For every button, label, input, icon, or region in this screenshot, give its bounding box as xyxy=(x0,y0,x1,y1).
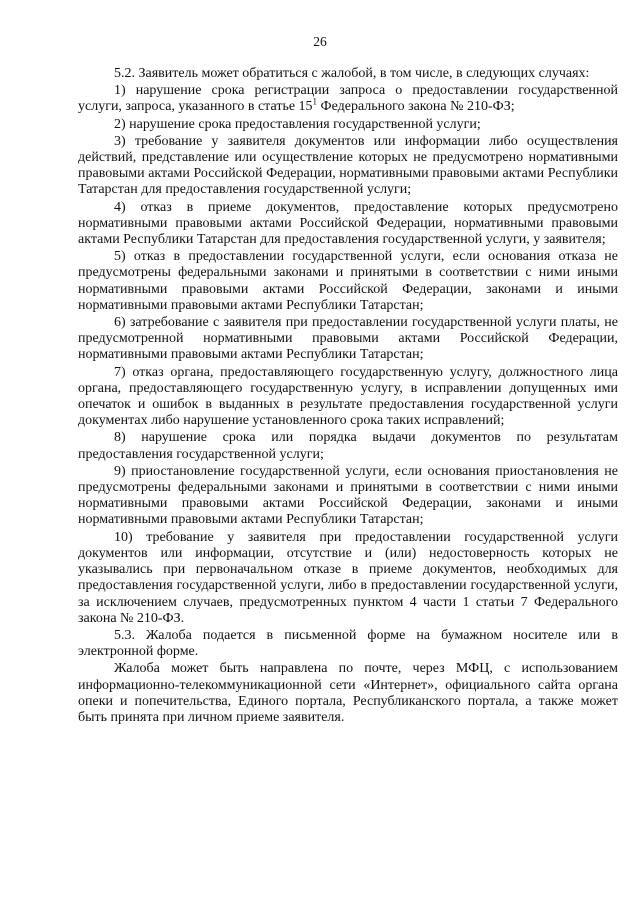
item-1-text: 1) нарушение срока регистрации запроса о предоставлении государственной услуги, запроса, указанного в статье 15 xyxy=(78,83,618,115)
paragraph-item-5: 5) отказ в предоставлении государственной услуги, если основания отказа не предусмотрены федеральными законами и принятыми в соответствии с ними иными нормативными правовыми актами Российской Федерации, законами и иными нормативными правовыми актами Республики Татарстан; xyxy=(78,249,618,313)
item-1-superscript: 1 xyxy=(312,96,318,107)
paragraph-item-3: 3) требование у заявителя документов или информации либо осуществления действий, представление или осуществление которых не предусмотрено нормативными правовыми актами Российской Федерации, нормативными правовыми актами Республики Татарстан для предоставления государственной услуги; xyxy=(78,133,618,198)
paragraph-item-7: 7) отказ органа, предоставляющего государственную услугу, должностного лица органа, предоставляющего государственную услугу, в исправлении допущенных ими опечаток и ошибок в выданных в результате предоставления государственной услуги документах либо нарушение установленного срока таких исправлений; xyxy=(78,364,618,429)
paragraph-item-8: 8) нарушение срока или порядка выдачи документов по результатам предоставления государственной услуги; xyxy=(78,430,618,462)
paragraph-complaint-channels: Жалоба может быть направлена по почте, через МФЦ, с использованием информационно-телекоммуникационной сети «Интернет», официального сайта органа опеки и попечительства, Единого портала, Республиканского портала, а также может быть принята при личном приеме заявителя. xyxy=(78,661,618,725)
page-number: 26 xyxy=(313,34,327,49)
paragraph-item-1 xyxy=(78,83,618,115)
paragraph-item-9: 9) приостановление государственной услуги, если основания приостановления не предусмотрены федеральными законами и принятыми в соответствии с ними иными нормативными правовыми актами Российской Федерации, законами и иными нормативными правовыми актами Республики Татарстан; xyxy=(78,463,618,528)
document-body xyxy=(78,66,618,726)
paragraph-5-3: 5.3. Жалоба подается в письменной форме на бумажном носителе или в электронной форме. xyxy=(78,627,618,660)
paragraph-5-2: 5.2. Заявитель может обратиться с жалобой, в том числе, в следующих случаях: xyxy=(114,66,590,81)
paragraph-item-10: 10) требование у заявителя при предоставлении государственной услуги документов или информации, отсутствие и (или) недостоверность которых не указывались при первоначальном отказе в приеме документов, необходимых для предоставления государственной услуги, либо в предоставлении государственной услуги, за исключением случаев, предусмотренных пунктом 4 части 1 статьи 7 Федерального закона № 210-ФЗ. xyxy=(78,529,618,626)
paragraph-item-6: 6) затребование с заявителя при предоставлении государственной услуги платы, не предусмотренной нормативными правовыми актами Российской Федерации, нормативными правовыми актами Республики Татарстан; xyxy=(78,315,618,363)
paragraph-item-4: 4) отказ в приеме документов, предоставление которых предусмотрено нормативными правовыми актами Российской Федерации, нормативными правовыми актами Республики Татарстан для предоставления государственной услуги, у заявителя; xyxy=(78,199,618,248)
item-1-tail: Федерального закона № 210-ФЗ; xyxy=(317,99,515,115)
paragraph-item-2: 2) нарушение срока предоставления государственной услуги; xyxy=(114,116,481,132)
